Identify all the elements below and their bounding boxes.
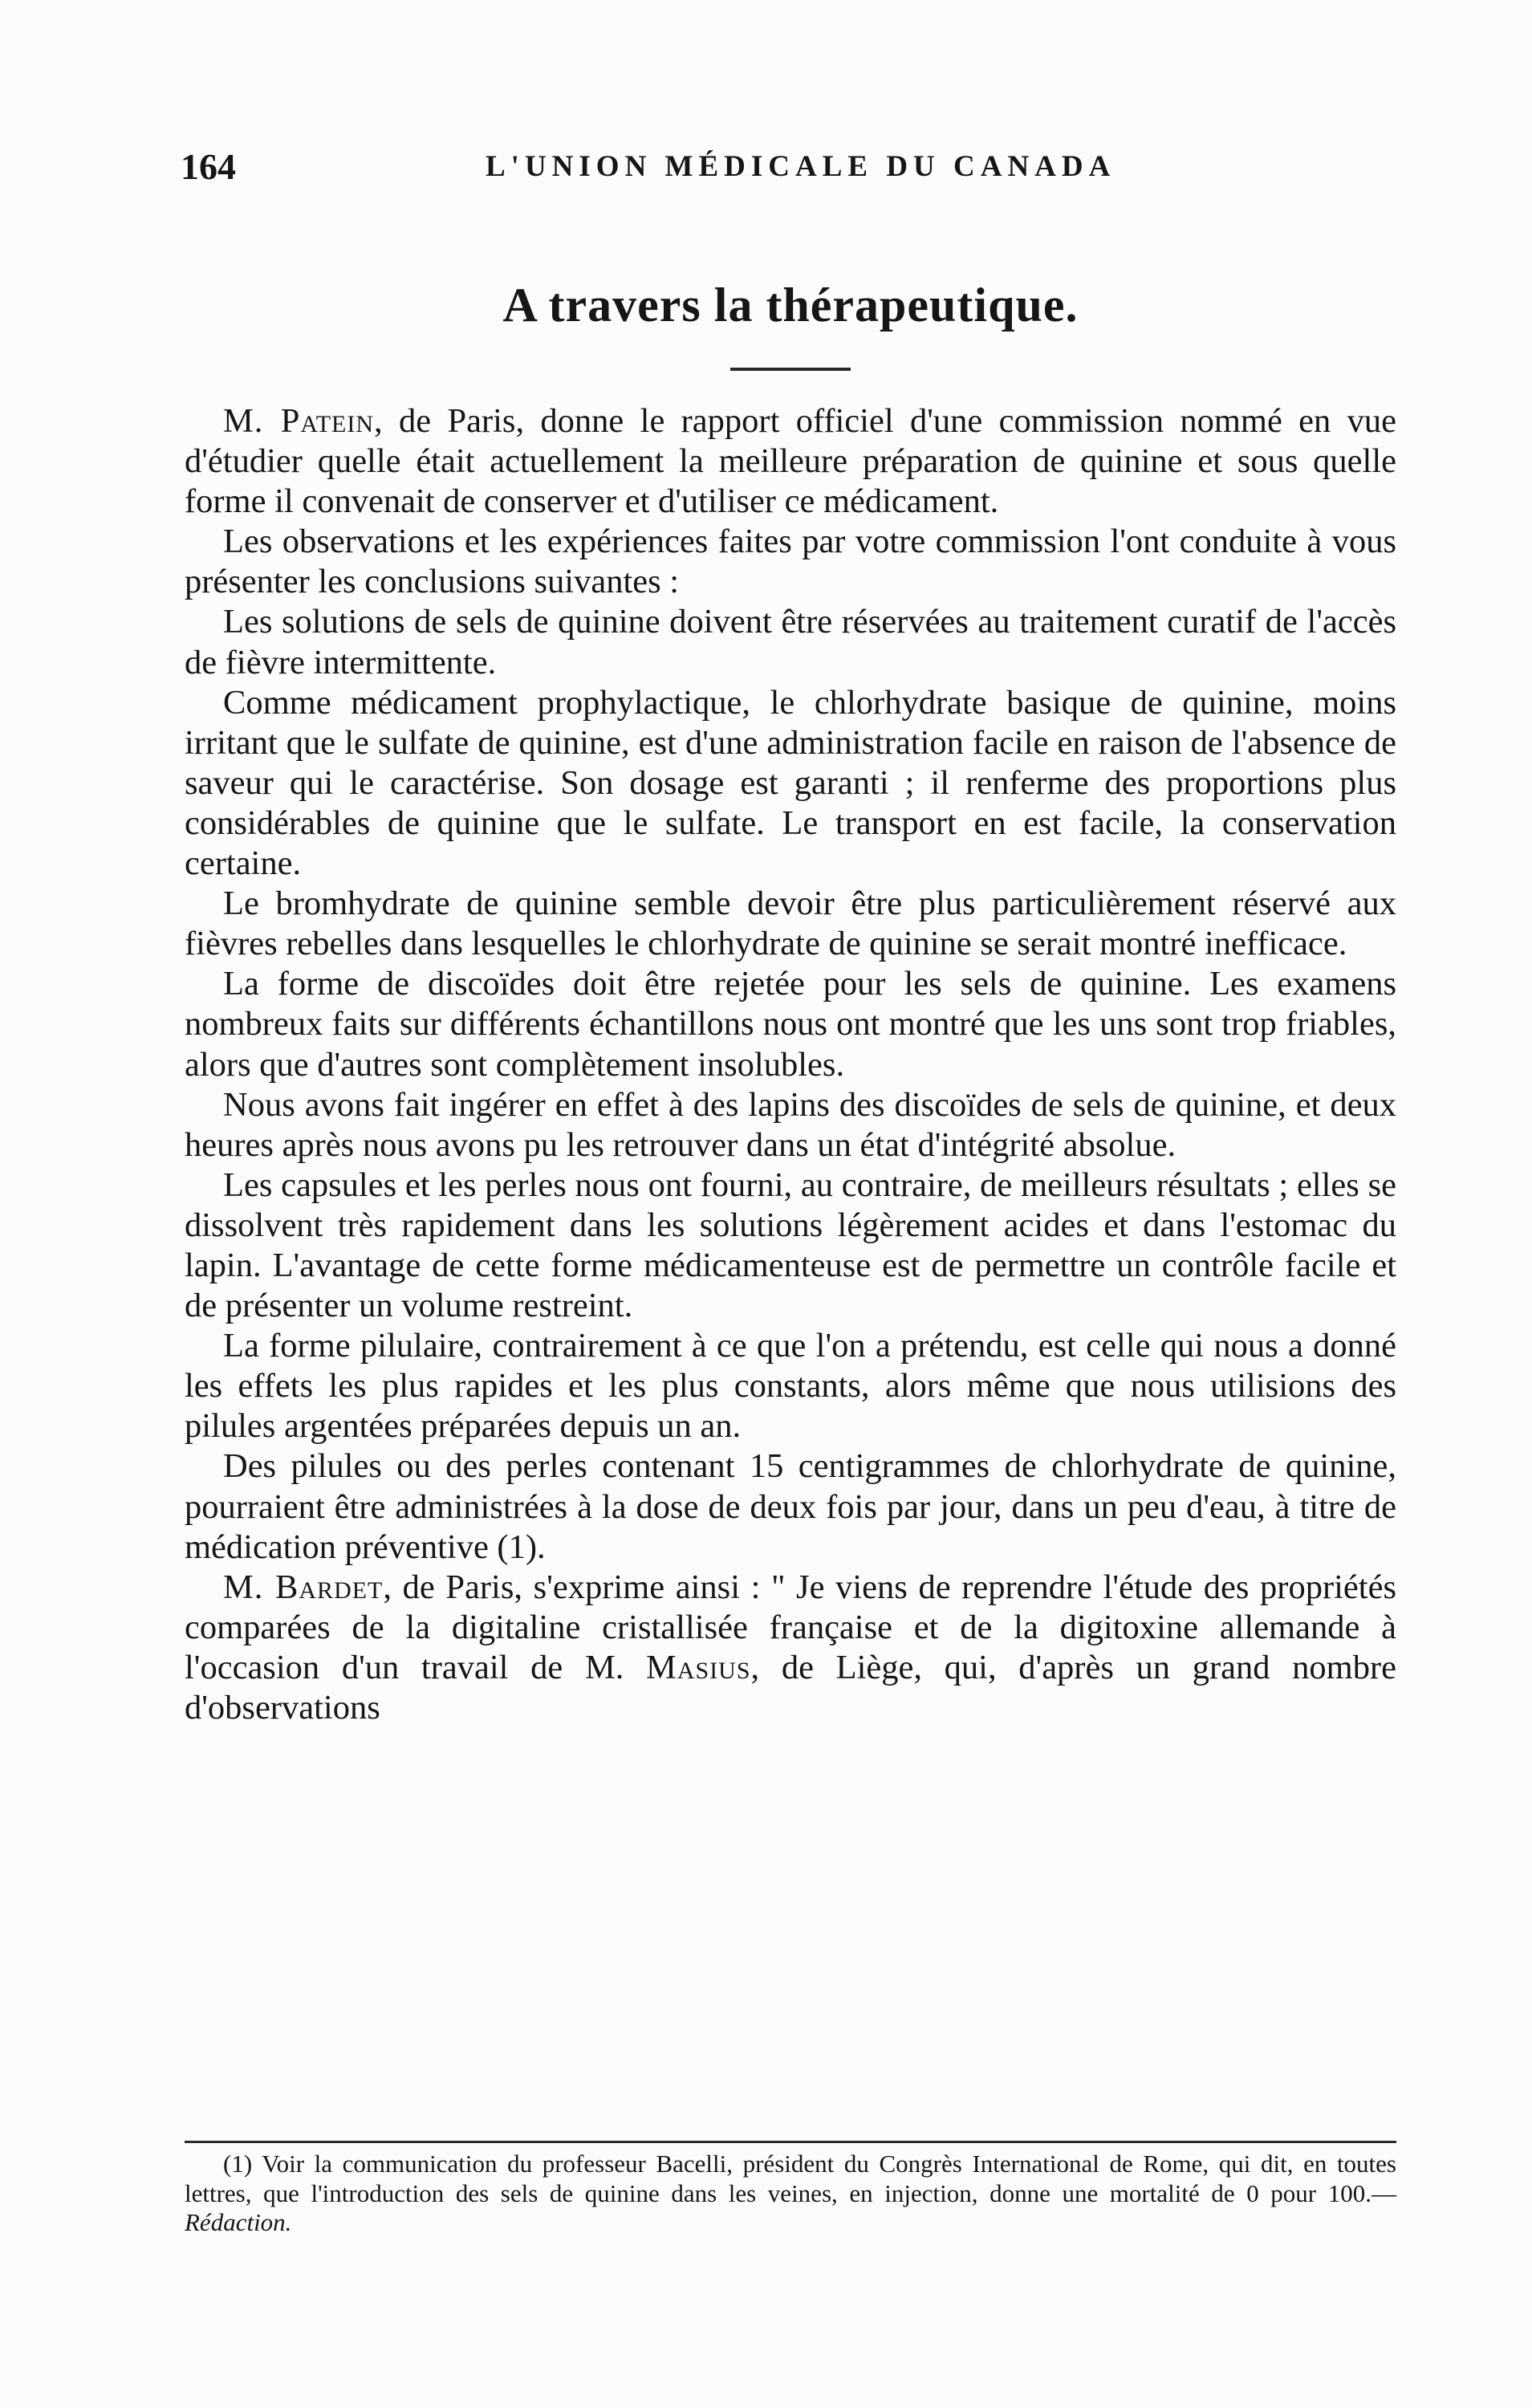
cited-name: Masius <box>646 1648 751 1686</box>
paragraph: Les capsules et les perles nous ont fourni, au contraire, de meilleurs résultats ; elles se dissolvent très rapidement dans les solutions légèrement acides et dans l'estomac du lapin. L'avantage de cette forme médicamenteuse est de permettre un contrôle facile et de présenter un volume restreint. <box>185 1165 1396 1325</box>
paragraph: La forme pilulaire, contrairement à ce que l'on a prétendu, est celle qui nous a donné les effets les plus rapides et les plus constants, alors même que nous utilisions des pilules argentées préparées depuis un an. <box>185 1327 1396 1446</box>
author-name: M. Patein <box>223 402 375 440</box>
paragraph: Le bromhydrate de quinine semble devoir être plus particulièrement réservé aux fièvres rebelles dans lesquelles le chlorhydrate de quinine se serait montré inefficace. <box>185 885 1396 963</box>
title-divider <box>730 368 851 371</box>
footnote-divider <box>185 2141 1396 2143</box>
footnote: (1) Voir la communication du professeur Bacelli, président du Congrès International de Rome, qui dit, en toutes lettres, que l'introduction des sels de quinine dans les veines, en injection, donne une mortalité de 0 pour 100.—Rédaction. <box>185 2150 1396 2236</box>
author-name: M. Bardet <box>223 1568 384 1606</box>
paragraph: Les observations et les expériences faites par votre commission l'ont conduite à vous présenter les conclusions suivantes : <box>185 523 1396 601</box>
paragraph: M. Bardet, de Paris, s'exprime ainsi : " Je viens de reprendre l'étude des propriétés comparées de la digitaline cristallisée française et de la digitoxine allemande à l'occasion d'un travail de M. Masius, de Liège, qui, d'après un grand nombre d'observations <box>185 1568 1396 1727</box>
paragraph: Les solutions de sels de quinine doivent être réservées au traitement curatif de l'accès de fièvre intermittente. <box>185 603 1396 681</box>
paragraph: La forme de discoïdes doit être rejetée pour les sels de quinine. Les examens nombreux faits sur différents échantillons nous ont montré que les uns sont trop friables, alors que d'autres sont complètement insolubles. <box>185 965 1396 1084</box>
paragraph: M. Patein, de Paris, donne le rapport officiel d'une commission nommé en vue d'étudier quelle était actuellement la meilleure préparation de quinine et sous quelle forme il convenait de conserver et d'utiliser ce médicament. <box>185 402 1396 521</box>
paragraph: Nous avons fait ingérer en effet à des lapins des discoïdes de sels de quinine, et deux heures après nous avons pu les retrouver dans un état d'intégrité absolue. <box>185 1085 1396 1164</box>
paragraph: Comme médicament prophylactique, le chlorhydrate basique de quinine, moins irritant que le sulfate de quinine, est d'une administration facile en raison de l'absence de saveur qui le caractérise. Son dosage est garanti ; il renferme des proportions plus considérables de quinine que le sulfate. Le transport en est facile, la conservation certaine. <box>185 683 1396 883</box>
article-body <box>185 401 1396 1728</box>
page-number: 164 <box>181 146 236 187</box>
footnote-credit: Rédaction. <box>185 2208 292 2236</box>
paragraph: Des pilules ou des perles contenant 15 centigrammes de chlorhydrate de quinine, pourraient être administrées à la dose de deux fois par jour, dans un peu d'eau, à titre de médication préventive (1). <box>185 1447 1396 1566</box>
article-title: A travers la thérapeutique. <box>502 279 1079 332</box>
page-header <box>181 143 1432 191</box>
running-head: L'UNION MÉDICALE DU CANADA <box>486 150 1116 183</box>
footnotes <box>185 2150 1396 2238</box>
